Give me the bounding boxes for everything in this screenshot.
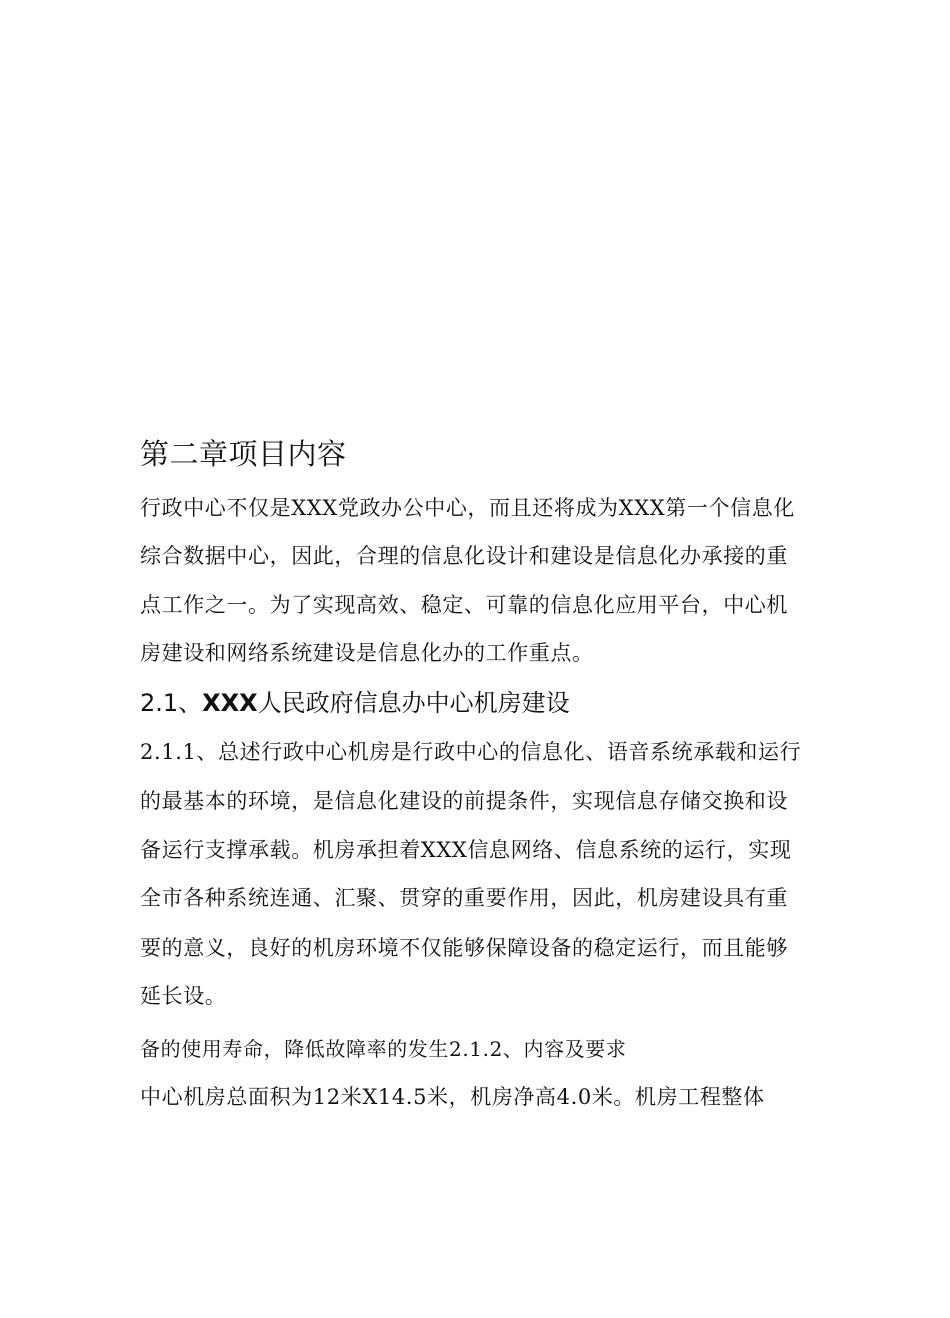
continuation-paragraph: 备的使用寿命，降低故障率的发生2.1.2、内容及要求 <box>140 1037 627 1061</box>
subsection-line-3: 备运行支撑承载。机房承担着XXX信息网络、信息系统的运行，实现 <box>140 838 792 862</box>
intro-line-4: 房建设和网络系统建设是信息化办的工作重点。 <box>140 641 594 665</box>
intro-line-3: 点工作之一。为了实现高效、稳定、可靠的信息化应用平台，中心机 <box>140 593 788 617</box>
section-heading-2-1 <box>140 691 570 715</box>
section-number: 2.1、 <box>140 689 203 717</box>
subsection-line-1: 2.1.1、总述行政中心机房是行政中心的信息化、语音系统承载和运行 <box>140 740 802 764</box>
subsection-line-4: 全市各种系统连通、汇聚、贯穿的重要作用，因此，机房建设具有重 <box>140 886 788 910</box>
section-title-text: 人民政府信息办中心机房建设 <box>257 689 570 717</box>
section-prefix: XXX <box>202 689 258 717</box>
intro-line-2: 综合数据中心，因此，合理的信息化设计和建设是信息化办承接的重 <box>140 544 788 568</box>
room-spec-paragraph: 中心机房总面积为12米X14.5米，机房净高4.0米。机房工程整体 <box>140 1085 765 1109</box>
subsection-line-5: 要的意义，良好的机房环境不仅能够保障设备的稳定运行，而且能够 <box>140 936 788 960</box>
chapter-title: 第二章项目内容 <box>140 437 347 471</box>
subsection-line-2: 的最基本的环境，是信息化建设的前提条件，实现信息存储交换和设 <box>140 789 788 813</box>
intro-line-1: 行政中心不仅是XXX党政办公中心，而且还将成为XXX第一个信息化 <box>140 496 795 520</box>
subsection-line-6: 延长设。 <box>140 984 227 1008</box>
